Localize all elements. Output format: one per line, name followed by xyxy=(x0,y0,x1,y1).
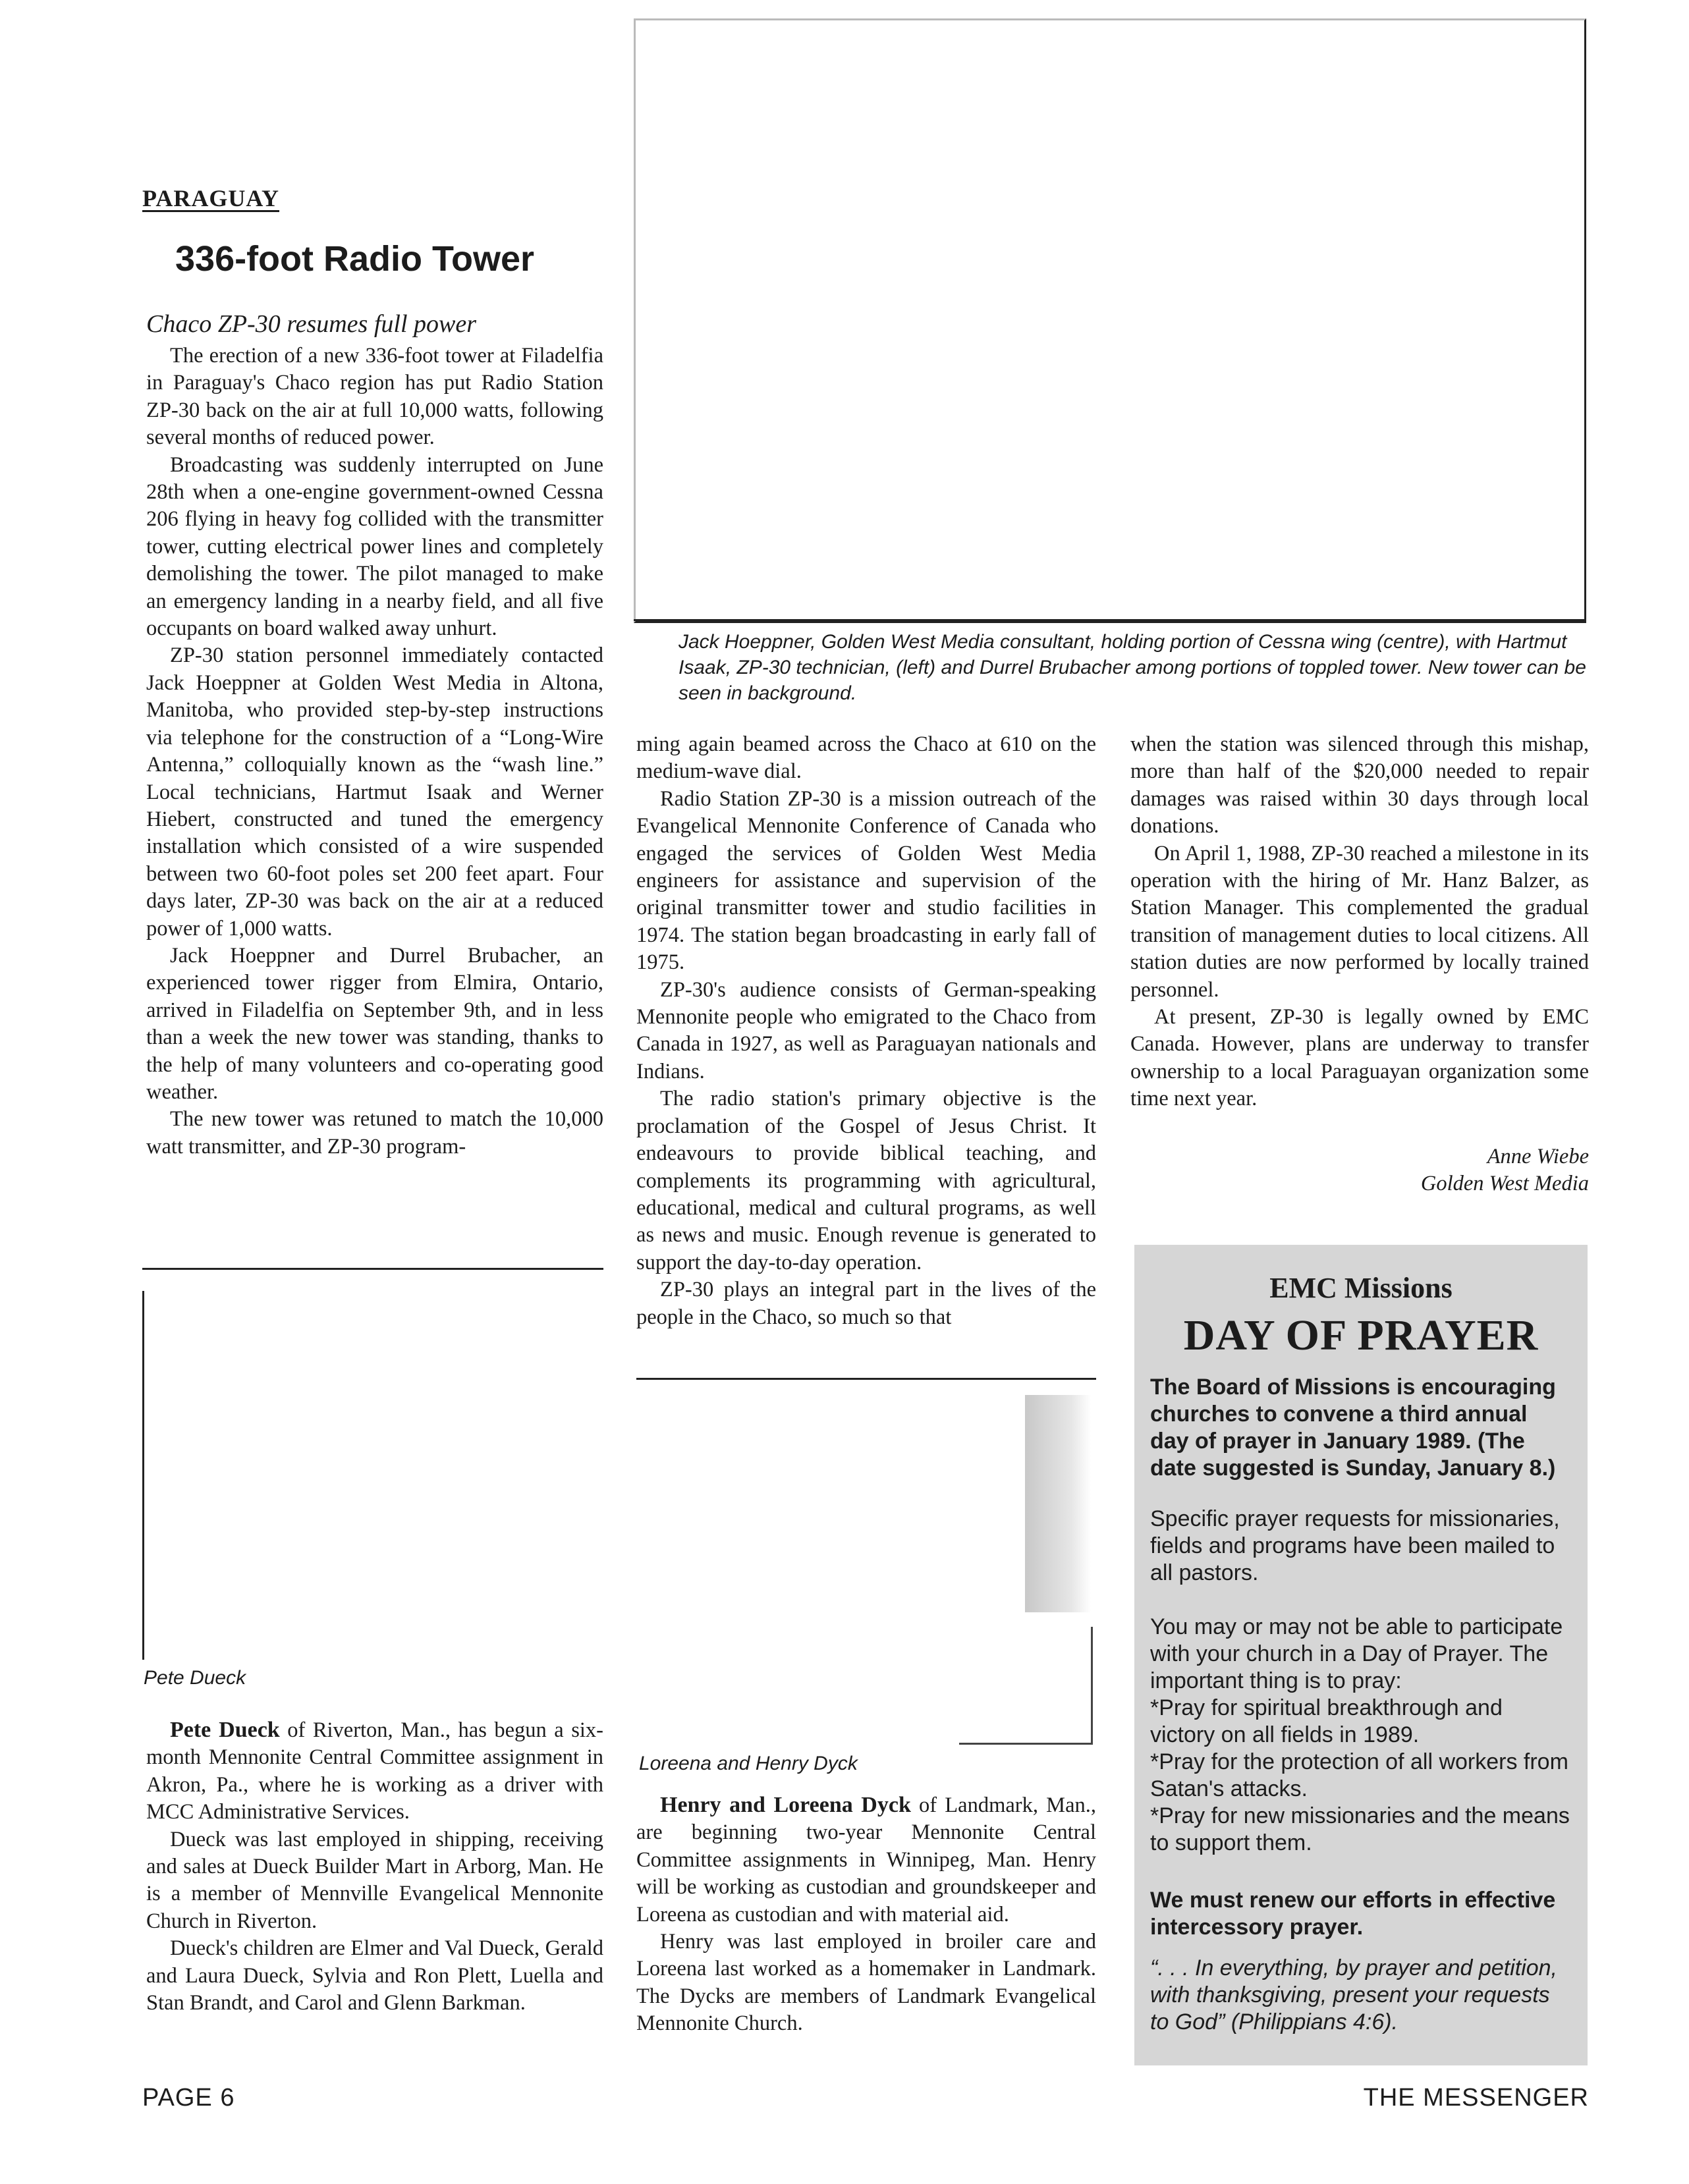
dueck-photo-caption: Pete Dueck xyxy=(144,1667,246,1689)
article-paragraph: ZP-30's audience consists of German-speaking Mennonite people who emigrated to the Chaco from Canada in 1927, as well as Paraguayan nationals and Indians. xyxy=(636,977,1096,1083)
article-paragraph: ZP-30 station personnel immediately contacted Jack Hoeppner at Golden West Media in Altona, Manitoba, who provided step-by-step instructions via telephone for the construction of a “Long-Wire Antenna,” colloquially known as the “wash line.” Local technicians, Hartmut Isaak and Werner Hiebert, constructed and tuned the emergency installation which consisted of a wire suspended between two 60-foot poles set 200 feet apart. Four days later, ZP-30 was back on the air at a reduced power of 1,000 watts. xyxy=(146,643,603,941)
photo-rule xyxy=(634,619,1586,621)
box-paragraph: Specific prayer requests for missionaries, fields and programs have been mailed to all pastors. xyxy=(1150,1506,1560,1585)
prayer-bullet: *Pray for spiritual breakthrough and victory on all fields in 1989. xyxy=(1150,1695,1503,1747)
article-column-1 xyxy=(146,342,603,1160)
dyck-names: Henry and Loreena Dyck xyxy=(660,1793,911,1817)
article-paragraph: Broadcasting was suddenly interrupted on June 28th when a one-engine government-owned Cessna 206 flying in heavy fog collided with the transmitter tower, cutting electrical power lines and completely demolishing the tower. The pilot managed to make an emergency landing in a nearby field, and all five occupants on board walked away unhurt. xyxy=(146,452,603,641)
article-paragraph: The new tower was retuned to match the 10,000 watt transmitter, and ZP-30 program- xyxy=(146,1107,603,1159)
article-paragraph: ming again beamed across the Chaco at 610 on the medium-wave dial. xyxy=(636,732,1096,784)
box-intro: The Board of Missions is encouraging churches to convene a third annual day of prayer in January 1989. (The date suggested is Sunday, January 8.) xyxy=(1150,1375,1556,1481)
article-column-3 xyxy=(1130,731,1589,1113)
article-paragraph: Jack Hoeppner and Durrel Brubacher, an experienced tower rigger from Elmira, Ontario, arrived in Filadelfia on September 9th, and in less than a week the new tower was standing, thanks to the help of many volunteers and co-operating good weather. xyxy=(146,943,603,1104)
radio-tower-photo xyxy=(634,18,1586,623)
article-headline: 336-foot Radio Tower xyxy=(175,239,535,279)
dueck-paragraph: Dueck's children are Elmer and Val Dueck, Gerald and Laura Dueck, Sylvia and Ron Plett, Luella and Stan Brandt, and Carol and Glenn Barkman. xyxy=(146,1936,603,2015)
article-paragraph: when the station was silenced through this mishap, more than half of the $20,000 needed to repair damages was raised within 30 days through local donations. xyxy=(1130,732,1589,838)
page-number: PAGE 6 xyxy=(142,2084,235,2112)
article-paragraph: ZP-30 plays an integral part in the lives of the people in the Chaco, so much so that xyxy=(636,1278,1096,1329)
article-paragraph: On April 1, 1988, ZP-30 reached a milestone in its operation with the hiring of Mr. Hanz Balzer, as Station Manager. This complemented the gradual transition of management duties to local citizens. All station duties are now performed by locally trained personnel. xyxy=(1130,841,1589,1002)
publication-name: THE MESSENGER xyxy=(1363,2084,1589,2112)
radio-tower-photo-caption: Jack Hoeppner, Golden West Media consultant, holding portion of Cessna wing (centre), with Hartmut Isaak, ZP-30 technician, (left) and Durrel Brubacher among portions of toppled tower. New tower can be seen in background. xyxy=(678,631,1586,704)
dyck-lead-text: of Landmark, Man., are beginning two-year Mennonite Central Committee assignments in Winnipeg, Man. Henry will be working as custodian and groundskeeper and Loreena as custodian and with material aid. xyxy=(636,1793,1097,1926)
dueck-lead-text: of Riverton, Man., has begun a six-month Mennonite Central Committee assignment in Akron, Pa., where he is working as a driver with MCC Administrative Services. xyxy=(146,1718,603,1824)
dueck-paragraph xyxy=(146,1716,603,1826)
dyck-paragraph: Henry was last employed in broiler care and Loreena last worked as a homemaker in Landmark. The Dycks are members of Landmark Evangelical Mennonite Church. xyxy=(636,1930,1096,2036)
section-kicker: PARAGUAY xyxy=(142,185,280,211)
prayer-bullet: *Pray for new missionaries and the means to support them. xyxy=(1150,1803,1570,1855)
article-paragraph: The erection of a new 336-foot tower at Filadelfia in Paraguay's Chaco region has put Radio Station ZP-30 back on the air at full 10,000 watts, following several months of reduced power. xyxy=(146,344,603,450)
signature-organization: Golden West Media xyxy=(1420,1172,1589,1195)
box-paragraph: You may or may not be able to participate with your church in a Day of Prayer. The important thing is to pray: xyxy=(1150,1614,1563,1693)
prayer-bullet: *Pray for the protection of all workers from Satan's attacks. xyxy=(1150,1749,1568,1801)
dyck-photo-fragment xyxy=(1025,1395,1091,1612)
box-kicker: EMC Missions xyxy=(1269,1272,1453,1304)
dyck-article xyxy=(636,1791,1096,2038)
dyck-photo-edge xyxy=(1091,1627,1093,1743)
dyck-photo-caption: Loreena and Henry Dyck xyxy=(639,1753,858,1774)
article-paragraph: Radio Station ZP-30 is a mission outreach of the Evangelical Mennonite Conference of Canada who engaged the services of Golden West Media engineers for assistance and supervision of the original transmitter tower and studio facilities in 1974. The station began broadcasting in early fall of 1975. xyxy=(636,786,1096,975)
article-paragraph: At present, ZP-30 is legally owned by EMC Canada. However, plans are underway to transfer ownership to a local Paraguayan organization some time next year. xyxy=(1130,1005,1589,1111)
dyck-paragraph xyxy=(636,1791,1096,1928)
article-signature xyxy=(1130,1143,1589,1197)
article-column-2 xyxy=(636,731,1096,1331)
dueck-rule xyxy=(142,1268,603,1270)
dyck-photo-bottom-edge xyxy=(959,1743,1093,1745)
box-title: DAY OF PRAYER xyxy=(1183,1311,1539,1359)
article-deck: Chaco ZP-30 resumes full power xyxy=(146,310,477,338)
dueck-name: Pete Dueck xyxy=(170,1718,280,1742)
signature-name: Anne Wiebe xyxy=(1487,1145,1589,1168)
day-of-prayer-box xyxy=(1134,1245,1588,2065)
dueck-paragraph: Dueck was last employed in shipping, receiving and sales at Dueck Builder Mart in Arborg, Man. He is a member of Mennville Evangelical Mennonite Church in Riverton. xyxy=(146,1827,603,1933)
article-paragraph: The radio station's primary objective is the proclamation of the Gospel of Jesus Christ. It endeavours to provide biblical teaching, and complements its programming with agricultural, educational, medical and cultural programs, as well as news and music. Enough revenue is generated to support the day-to-day operation. xyxy=(636,1087,1096,1274)
box-quote: “. . . In everything, by prayer and petition, with thanksgiving, present your requests to God” (Philippians 4:6). xyxy=(1150,1955,1557,2034)
box-closing: We must renew our efforts in effective intercessory prayer. xyxy=(1150,1888,1556,1940)
dyck-rule xyxy=(636,1378,1096,1380)
dueck-article xyxy=(146,1716,603,2017)
dueck-photo-frame xyxy=(142,1291,144,1660)
